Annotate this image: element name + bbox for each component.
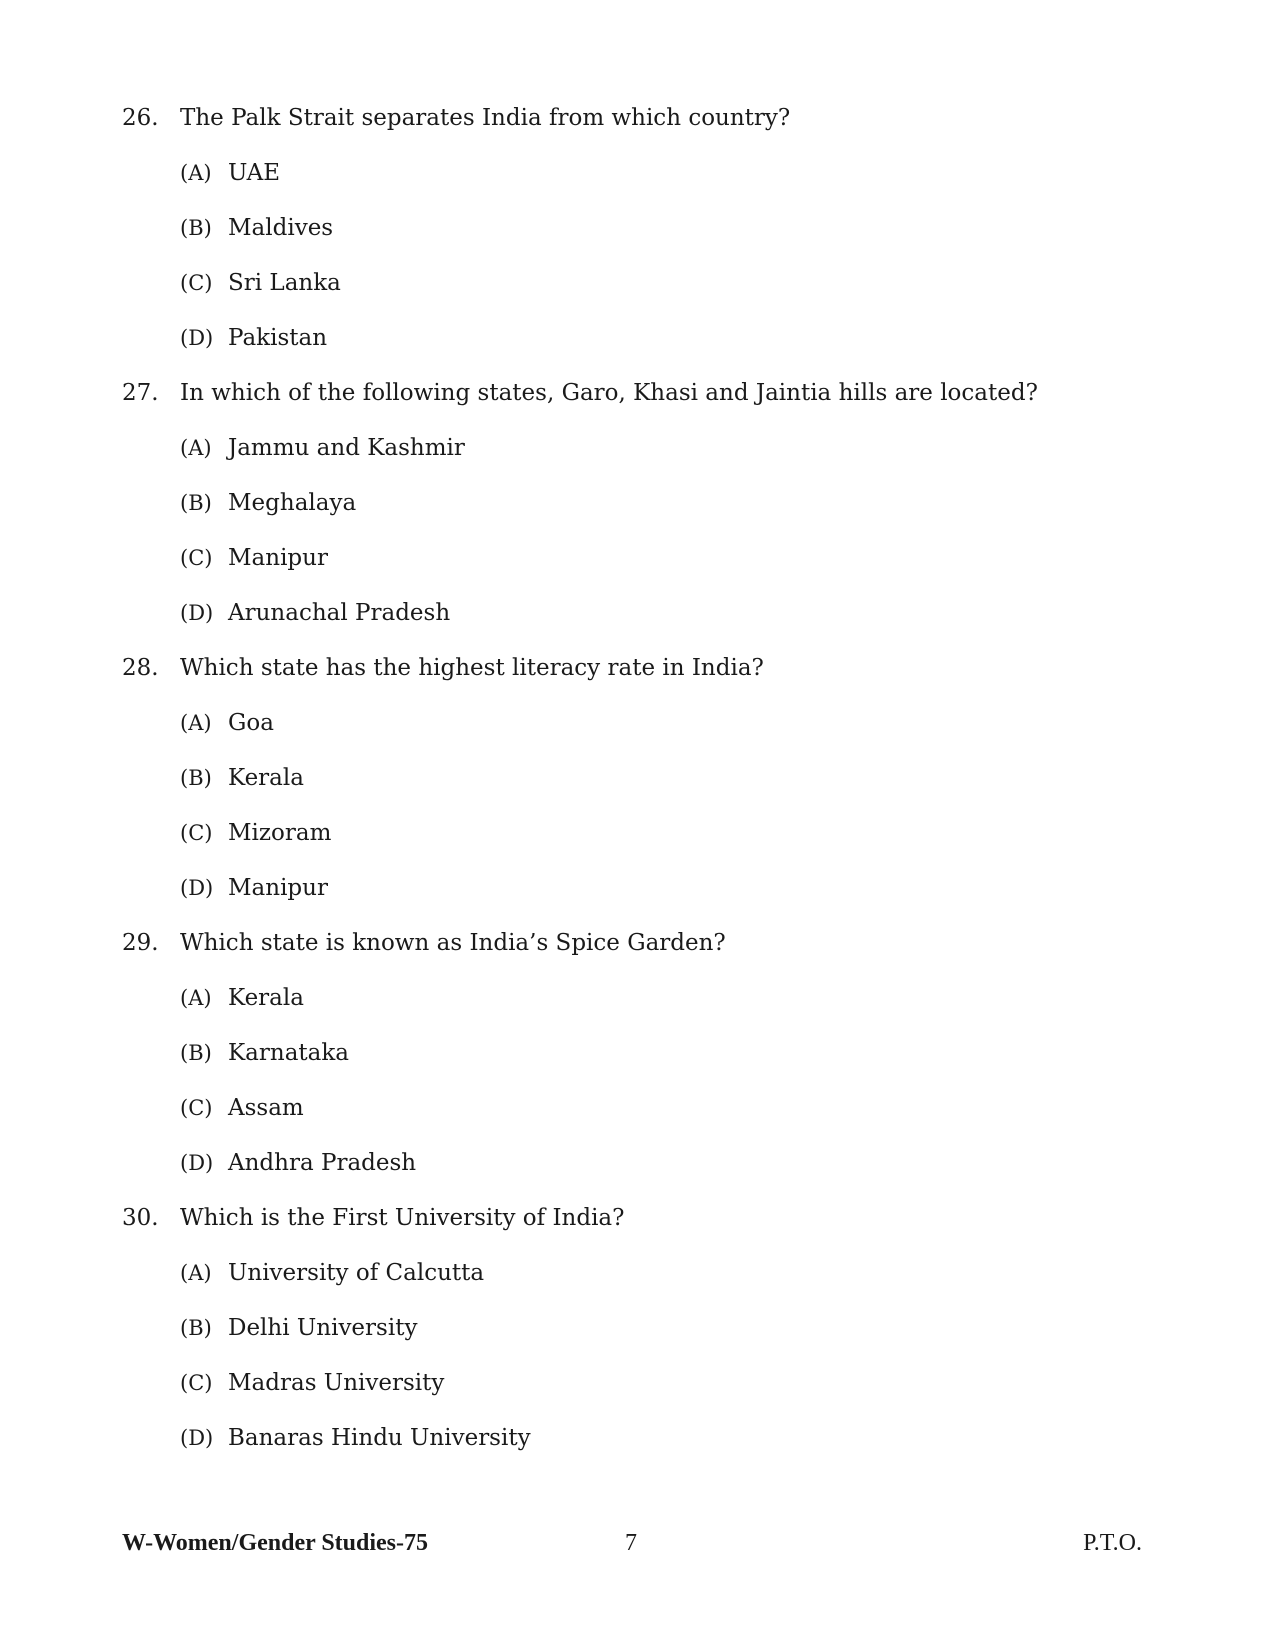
option-letter: (A) <box>180 160 212 185</box>
option-b <box>122 1025 1122 1080</box>
option-letter: (D) <box>180 1425 214 1450</box>
paper-code: W-Women/Gender Studies-75 <box>122 1530 429 1556</box>
option-letter: (B) <box>180 1315 212 1340</box>
option-letter: (A) <box>180 1260 212 1285</box>
question-stem <box>122 915 1122 970</box>
question-number: 27. <box>122 379 159 406</box>
option-a <box>122 145 1122 200</box>
option-d <box>122 1410 1122 1465</box>
option-b <box>122 200 1122 255</box>
option-text: Karnataka <box>228 1039 350 1066</box>
option-text: Mizoram <box>228 819 332 846</box>
option-b <box>122 1300 1122 1355</box>
option-letter: (D) <box>180 325 214 350</box>
option-c <box>122 805 1122 860</box>
question-text: The Palk Strait separates India from which country? <box>180 104 791 131</box>
option-letter: (C) <box>180 820 213 845</box>
option-letter: (B) <box>180 1040 212 1065</box>
option-text: Meghalaya <box>228 489 357 516</box>
option-c <box>122 530 1122 585</box>
question-number: 29. <box>122 929 159 956</box>
question-number: 28. <box>122 654 159 681</box>
option-text: Pakistan <box>228 324 328 351</box>
option-letter: (C) <box>180 270 213 295</box>
question-28 <box>122 640 1122 915</box>
question-30 <box>122 1190 1122 1465</box>
option-text: Kerala <box>228 764 304 791</box>
question-text: Which state is known as India’s Spice Garden? <box>180 929 726 956</box>
question-27 <box>122 365 1122 640</box>
page-number: 7 <box>625 1530 637 1556</box>
question-number: 26. <box>122 104 159 131</box>
option-a <box>122 1245 1122 1300</box>
option-text: Jammu and Kashmir <box>228 434 465 461</box>
question-number: 30. <box>122 1204 159 1231</box>
option-letter: (B) <box>180 215 212 240</box>
question-stem <box>122 90 1122 145</box>
option-text: UAE <box>228 159 281 186</box>
option-letter: (A) <box>180 435 212 460</box>
option-d <box>122 310 1122 365</box>
option-letter: (B) <box>180 765 212 790</box>
option-letter: (D) <box>180 875 214 900</box>
option-text: Manipur <box>228 874 328 901</box>
question-text: Which state has the highest literacy rate in India? <box>180 654 764 681</box>
option-b <box>122 750 1122 805</box>
option-text: Sri Lanka <box>228 269 341 296</box>
option-letter: (B) <box>180 490 212 515</box>
option-text: Assam <box>228 1094 304 1121</box>
option-letter: (C) <box>180 1370 213 1395</box>
option-d <box>122 1135 1122 1190</box>
question-stem <box>122 640 1122 695</box>
option-letter: (D) <box>180 600 214 625</box>
page-footer <box>122 1530 1142 1564</box>
option-text: Kerala <box>228 984 304 1011</box>
option-text: Delhi University <box>228 1314 418 1341</box>
option-text: Manipur <box>228 544 328 571</box>
question-stem <box>122 365 1122 420</box>
option-d <box>122 585 1122 640</box>
question-text: In which of the following states, Garo, Khasi and Jaintia hills are located? <box>180 379 1038 406</box>
question-29 <box>122 915 1122 1190</box>
option-letter: (C) <box>180 545 213 570</box>
option-c <box>122 1080 1122 1135</box>
option-letter: (D) <box>180 1150 214 1175</box>
option-a <box>122 695 1122 750</box>
question-stem <box>122 1190 1122 1245</box>
option-text: Goa <box>228 709 274 736</box>
option-c <box>122 255 1122 310</box>
question-text: Which is the First University of India? <box>180 1204 625 1231</box>
option-letter: (A) <box>180 985 212 1010</box>
option-a <box>122 970 1122 1025</box>
option-b <box>122 475 1122 530</box>
option-letter: (C) <box>180 1095 213 1120</box>
pto-label: P.T.O. <box>1083 1530 1142 1556</box>
option-text: Banaras Hindu University <box>228 1424 531 1451</box>
option-text: Maldives <box>228 214 334 241</box>
option-text: Arunachal Pradesh <box>228 599 451 626</box>
option-c <box>122 1355 1122 1410</box>
option-d <box>122 860 1122 915</box>
question-26 <box>122 90 1122 365</box>
question-list <box>122 90 1122 1465</box>
option-text: University of Calcutta <box>228 1259 485 1286</box>
option-a <box>122 420 1122 475</box>
option-text: Andhra Pradesh <box>228 1149 417 1176</box>
option-letter: (A) <box>180 710 212 735</box>
option-text: Madras University <box>228 1369 445 1396</box>
